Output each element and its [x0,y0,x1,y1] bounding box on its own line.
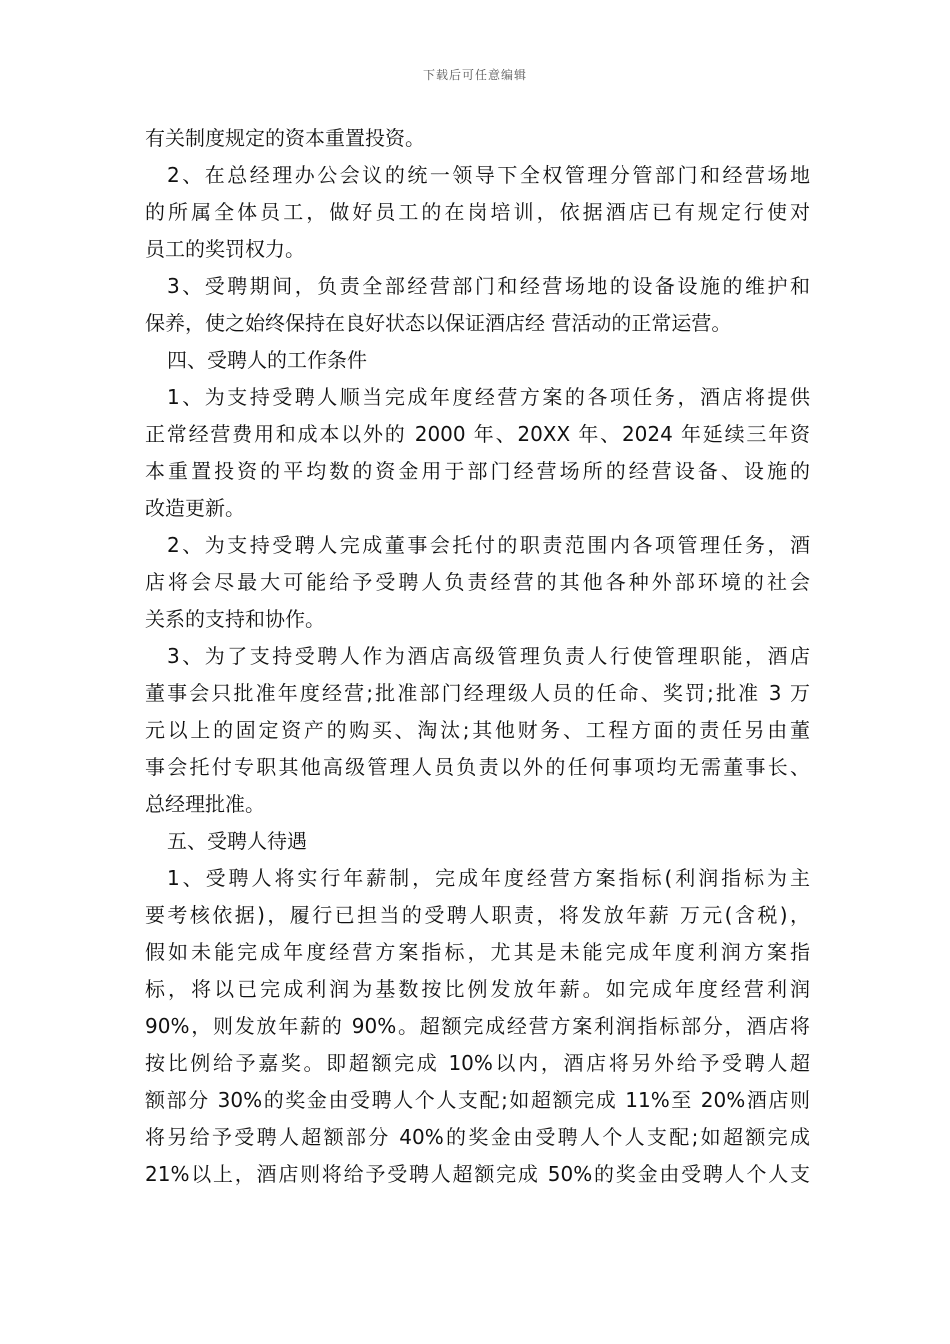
text-line: 董事会只批准年度经营;批准部门经理级人员的任命、奖罚;批准 3 万 [145,681,810,705]
text-line: 元以上的固定资产的购买、淘汰;其他财务、工程方面的责任另由董 [145,718,810,742]
text-line: 店将会尽最大可能给予受聘人负责经营的其他各种外部环境的社会 [145,570,810,594]
text-line: 额部分 30%的奖金由受聘人个人支配;如超额完成 11%至 20%酒店则 [145,1088,810,1112]
text-line: 有关制度规定的资本重置投资。 [145,126,425,150]
text-line: 的所属全体员工，做好员工的在岗培训，依据酒店已有规定行使对 [145,200,810,224]
text-line: 事会托付专职其他高级管理人员负责以外的任何事项均无需董事长、 [145,755,810,779]
text-line: 3、受聘期间，负责全部经营部门和经营场地的设备设施的维护和 [167,274,810,298]
text-line: 四、受聘人的工作条件 [167,348,367,372]
text-line: 将另给予受聘人超额部分 40%的奖金由受聘人个人支配;如超额完成 [145,1125,810,1149]
text-line: 总经理批准。 [145,792,265,816]
text-line: 本重置投资的平均数的资金用于部门经营场所的经营设备、设施的 [145,459,810,483]
text-line: 2、为支持受聘人完成董事会托付的职责范围内各项管理任务，酒 [167,533,810,557]
text-line: 改造更新。 [145,496,245,520]
text-line: 假如未能完成年度经营方案指标，尤其是未能完成年度利润方案指 [145,940,810,964]
page-header: 下载后可任意编辑 [422,68,527,82]
text-line: 关系的支持和协作。 [145,607,325,631]
text-line: 90%，则发放年薪的 90%。超额完成经营方案利润指标部分，酒店将 [145,1014,810,1038]
text-line: 正常经营费用和成本以外的 2000 年、20XX 年、2024 年延续三年资 [145,422,810,446]
text-line: 1、为支持受聘人顺当完成年度经营方案的各项任务，酒店将提供 [167,385,810,409]
text-line: 按比例给予嘉奖。即超额完成 10%以内，酒店将另外给予受聘人超 [145,1051,810,1075]
text-line: 保养，使之始终保持在良好状态以保证酒店经 营活动的正常运营。 [145,311,732,335]
text-line: 1、受聘人将实行年薪制，完成年度经营方案指标(利润指标为主 [167,866,810,890]
text-line: 2、在总经理办公会议的统一领导下全权管理分管部门和经营场地 [167,163,810,187]
text-line: 五、受聘人待遇 [167,829,307,853]
text-line: 21%以上，酒店则将给予受聘人超额完成 50%的奖金由受聘人个人支 [145,1162,810,1186]
text-line: 员工的奖罚权力。 [145,237,305,261]
document-body [145,120,810,1193]
text-line: 要考核依据)，履行已担当的受聘人职责，将发放年薪 万元(含税)， [145,903,810,927]
text-line: 3、为了支持受聘人作为酒店高级管理负责人行使管理职能，酒店 [167,644,810,668]
text-line: 标，将以已完成利润为基数按比例发放年薪。如完成年度经营利润 [145,977,810,1001]
